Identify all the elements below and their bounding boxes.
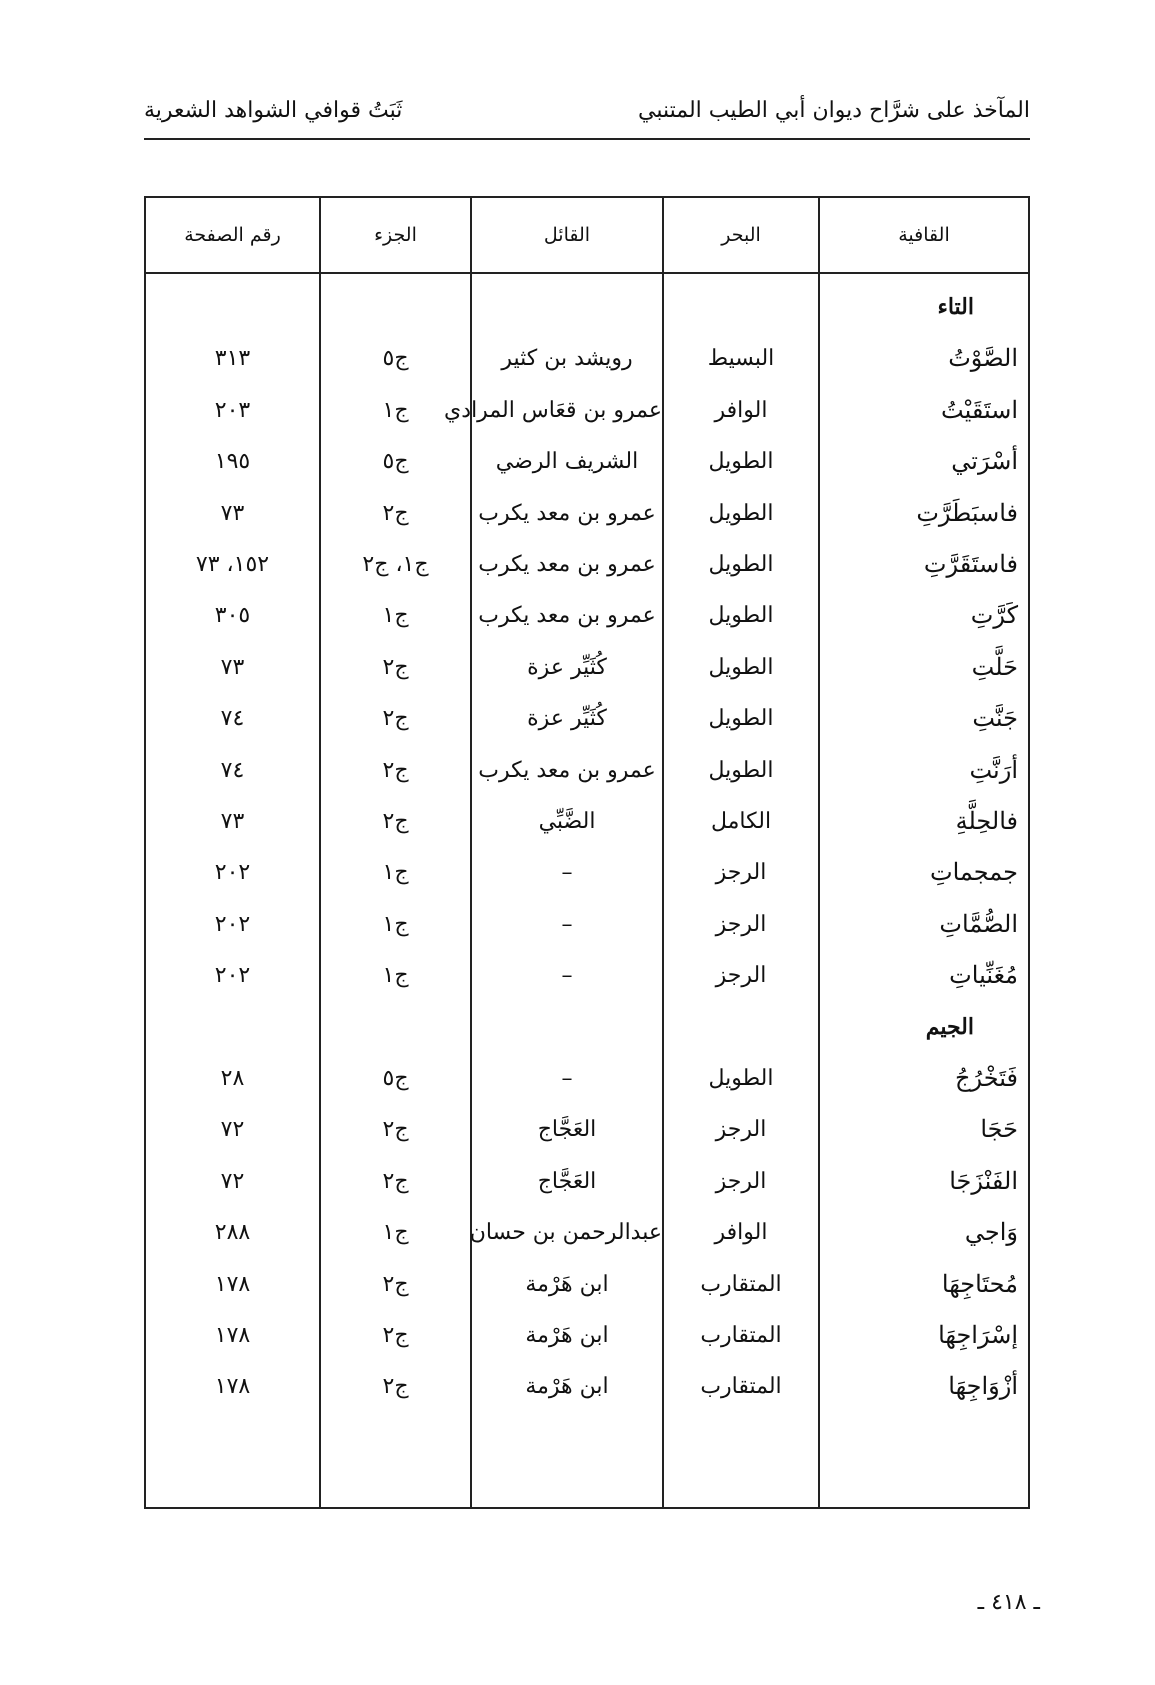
volume-cell: ج١ [382,603,409,629]
rhyme-cell: مُغَنِّياتِ [949,961,1018,990]
volume-cell: ج٢ [382,500,409,526]
poet-cell: الشريف الرضي [495,449,639,475]
page-cell: ٧٣ [220,654,245,680]
volume-cell: ج٢ [382,706,409,732]
volume-cell: ج٢ [382,809,409,834]
poet-cell: عمرو بن معد يكرب [478,603,656,629]
rhyme-cell: كَرَّتِ [970,601,1018,630]
meter-cell: الطويل [708,654,774,680]
column-header-rhyme: القافية [898,224,950,246]
table-row [146,331,1028,386]
table-row [146,1308,1028,1363]
meter-cell: البسيط [707,346,775,372]
column-header-volume: الجزء [374,224,417,246]
volume-cell: ج١ [382,397,409,423]
rhyme-cell: إسْرَاجِهَا [938,1321,1018,1349]
poet-cell: – [561,911,573,937]
volume-cell: ج٢ [382,1271,409,1297]
page-cell: ٧٣ [220,809,245,834]
rhyme-cell: الصَّوْتُ [948,344,1018,373]
book-title: المآخذ على شرَّاح ديوان أبي الطيب المتنبي [638,98,1030,123]
table-row [146,1359,1028,1414]
rhyme-cell: فاستَقَرَّتِ [923,550,1018,578]
table-row [146,537,1028,592]
rhyme-index-table [144,196,1030,1509]
page-cell: ٧٢ [220,1117,245,1143]
rhyme-cell: جَنَّتِ [972,704,1018,733]
header-divider [146,272,1028,274]
page-cell: ١٧٨ [214,1374,251,1400]
section-heading: التاء [937,294,974,320]
table-row [146,845,1028,900]
rhyme-cell: الفَنْزَجَا [949,1166,1018,1195]
meter-cell: الطويل [708,706,774,732]
rhyme-cell: وَاجي [964,1218,1018,1247]
meter-cell: الرجز [715,1117,767,1143]
table-row [146,434,1028,489]
poet-cell: العَجَّاج [537,1168,597,1194]
volume-cell: ج١، ج٢ [362,552,429,577]
volume-cell: ج٢ [382,1374,409,1400]
rhyme-cell: جمجماتِ [930,858,1018,887]
page-cell: ١٥٢، ٧٣ [195,552,270,577]
table-row [146,948,1028,1003]
meter-cell: الطويل [708,1066,774,1091]
page-cell: ٢٨ [220,1066,245,1091]
rhyme-cell: فالحِلَّةِ [955,807,1018,835]
rhyme-cell: أسْرَتي [951,447,1018,476]
poet-cell: – [561,963,573,989]
poet-cell: ابن هَرْمة [525,1374,609,1400]
meter-cell: الطويل [708,757,774,783]
meter-cell: الرجز [715,963,767,989]
page-cell: ٢٨٨ [214,1220,251,1246]
rhyme-cell: مُحتَاجِهَا [941,1269,1018,1298]
rhyme-cell: أزْوَاجِهَا [948,1372,1018,1401]
table-row [146,1051,1028,1106]
volume-cell: ج٢ [382,1117,409,1143]
meter-cell: الكامل [710,809,772,834]
meter-cell: الطويل [708,603,774,629]
poet-cell: ابن هَرْمة [525,1323,609,1348]
table-row [146,486,1028,541]
meter-cell: الوافر [714,397,768,423]
page-cell: ١٩٥ [214,449,251,475]
rhyme-cell: استَقَيْتُ [941,395,1018,424]
poet-cell: عبدالرحمن بن حسان [469,1220,662,1246]
column-header-page: رقم الصفحة [184,224,281,246]
table-row [146,897,1028,952]
running-header [144,90,1030,140]
page-cell: ٢٠٢ [214,860,251,886]
rhyme-cell: حَلَّتِ [971,652,1018,681]
poet-cell: رويشد بن كثير [501,346,633,372]
section-heading: الجيم [925,1013,974,1040]
page-cell: ٧٤ [220,757,245,783]
rhyme-cell: فاسبَطَرَّتِ [916,498,1018,527]
meter-cell: المتقارب [700,1374,782,1400]
meter-cell: الطويل [708,552,774,577]
poet-cell: عمرو بن معد يكرب [478,552,656,577]
poet-cell: الضَّبِّي [538,809,596,834]
volume-cell: ج١ [382,860,409,886]
poet-cell: عمرو بن معد يكرب [478,757,656,783]
poet-cell: كُثَيِّر عزة [527,654,607,680]
meter-cell: المتقارب [700,1271,782,1297]
column-header-meter: البحر [721,224,761,246]
volume-cell: ج٢ [382,1323,409,1348]
section-title: ثَبَتُ قوافي الشواهد الشعرية [144,98,403,123]
page-cell: ٣٠٥ [214,603,251,629]
page-cell: ٧٤ [220,706,245,732]
poet-cell: عمرو بن قعَاس المرادي [444,397,662,423]
page-cell: ٢٠٢ [214,963,251,989]
table-row [146,691,1028,746]
page-cell: ٣١٣ [214,346,251,372]
meter-cell: الوافر [714,1220,768,1246]
page-cell: ١٧٨ [214,1271,251,1297]
poet-cell: عمرو بن معد يكرب [478,500,656,526]
page-cell: ٢٠٢ [214,911,251,937]
volume-cell: ج٥ [382,449,409,475]
table-row [146,1257,1028,1312]
page-cell: ١٧٨ [214,1323,251,1348]
page-number: ـ ٤١٨ ـ [977,1590,1040,1615]
poet-cell: – [561,860,573,886]
column-header-poet: القائل [543,224,591,246]
table-row [146,383,1028,438]
volume-cell: ج٢ [382,654,409,680]
volume-cell: ج١ [382,963,409,989]
table-row [146,588,1028,643]
rhyme-cell: أرَنَّتِ [969,755,1018,784]
table-row [146,794,1028,849]
meter-cell: الرجز [715,1168,767,1194]
volume-cell: ج٥ [382,346,409,372]
page-cell: ٢٠٣ [214,397,251,423]
table-row [146,1102,1028,1157]
page-cell: ٧٢ [220,1168,245,1194]
table-row [146,743,1028,798]
poet-cell: ابن هَرْمة [525,1271,609,1297]
volume-cell: ج٥ [382,1066,409,1091]
rhyme-cell: الصُّمَّاتِ [939,909,1018,938]
table-row [146,1154,1028,1209]
volume-cell: ج٢ [382,1168,409,1194]
meter-cell: المتقارب [700,1323,782,1348]
poet-cell: – [561,1066,573,1091]
volume-cell: ج١ [382,1220,409,1246]
page-cell: ٧٣ [220,500,245,526]
meter-cell: الرجز [715,860,767,886]
poet-cell: كُثَيِّر عزة [527,706,607,732]
volume-cell: ج١ [382,911,409,937]
meter-cell: الرجز [715,911,767,937]
volume-cell: ج٢ [382,757,409,783]
meter-cell: الطويل [708,449,774,475]
rhyme-cell: فَتَخْرُجُ [955,1064,1018,1092]
poet-cell: العَجَّاج [537,1117,597,1143]
rhyme-cell: حَجَا [980,1115,1018,1144]
meter-cell: الطويل [708,500,774,526]
table-row [146,640,1028,695]
table-row [146,1205,1028,1260]
